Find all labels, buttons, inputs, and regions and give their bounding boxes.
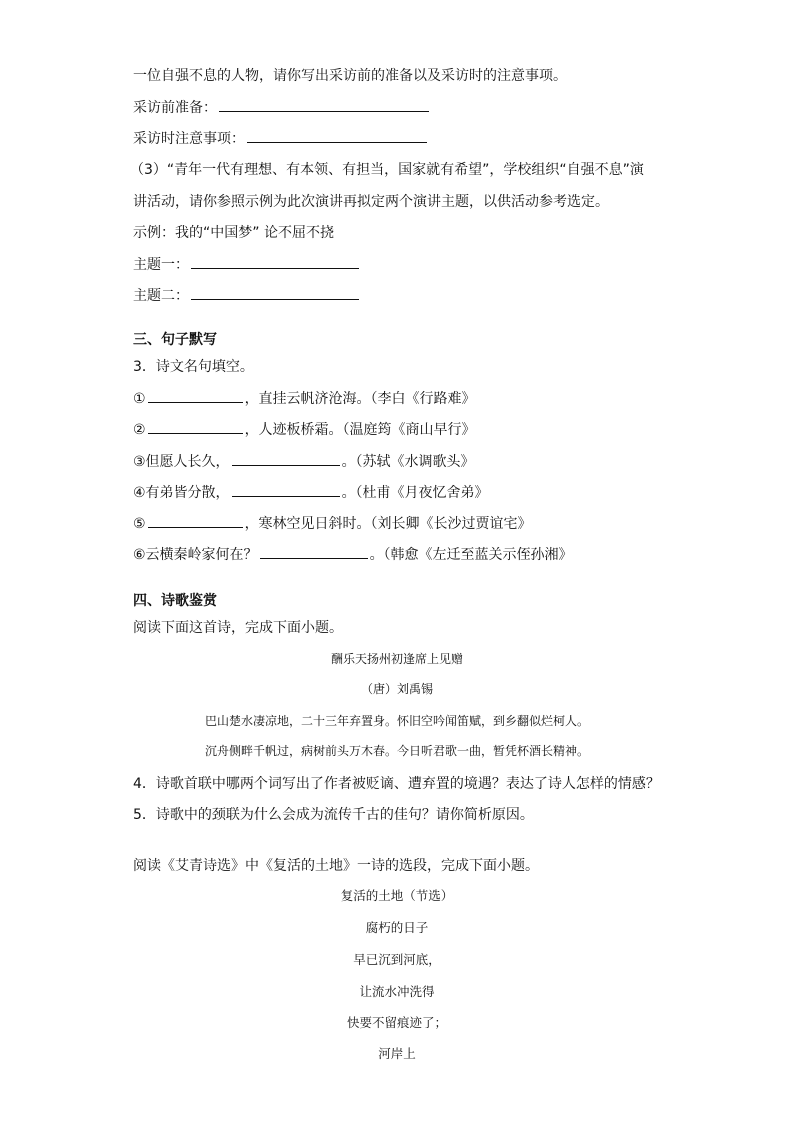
item-prefix: ⑥云横秦岭家何在？ (133, 547, 258, 563)
poem-excerpt-title: 复活的土地（节选） (340, 888, 454, 903)
theme2-row (133, 285, 361, 306)
recitation-item-3 (133, 451, 475, 472)
poem-excerpt-line: 腐朽的日子 (365, 920, 429, 935)
notes-answer-blank[interactable] (247, 128, 427, 143)
theme2-blank[interactable] (191, 285, 359, 300)
item-suffix: ，直挂云帆济沧海。（李白《行路难》 (244, 391, 476, 407)
poem-excerpt-line: 河岸上 (378, 1046, 416, 1061)
poem-author: （唐）刘禹锡 (360, 682, 433, 696)
theme1-label: 主题一： (133, 257, 189, 273)
item-prefix: ② (133, 422, 146, 438)
section-3-heading: 三、句子默写 (133, 332, 217, 348)
item-prefix: ③但愿人长久， (133, 454, 230, 470)
question-3-title: 3．诗文名句填空。 (133, 359, 254, 375)
recitation-item-2 (133, 419, 476, 440)
item-suffix: 。（苏轼《水调歌头》 (341, 454, 475, 470)
example-text: 示例：我的“中国梦” 论不屈不挠 (133, 225, 334, 241)
recitation-item-6 (133, 544, 573, 565)
recitation-item-5 (133, 513, 532, 534)
poem-title: 酬乐天扬州初逢席上见赠 (330, 652, 463, 666)
question-3-line2: 讲活动，请你参照示例为此次演讲再拟定两个演讲主题，以供活动参考选定。 (133, 194, 609, 210)
section-4-heading: 四、诗歌鉴赏 (133, 593, 217, 609)
item-prefix: ⑤ (133, 516, 146, 532)
prep-answer-row (133, 97, 431, 118)
item-suffix: ，人迹板桥霜。（温庭筠《商山早行》 (244, 422, 476, 438)
item-prefix: ④有弟皆分散， (133, 485, 230, 501)
recitation-blank[interactable] (148, 388, 243, 403)
notes-label: 采访时注意事项： (133, 131, 245, 147)
poem-excerpt-line: 早已沉到河底， (353, 952, 441, 967)
item-suffix: ，寒林空见日斜时。（刘长卿《长沙过贾谊宅》 (244, 516, 532, 532)
poem-line: 沉舟侧畔千帆过，病树前头万木春。今日听君歌一曲，暂凭杯酒长精神。 (204, 744, 589, 758)
prep-answer-blank[interactable] (219, 97, 429, 112)
theme1-blank[interactable] (191, 254, 359, 269)
recitation-item-1 (133, 388, 476, 409)
prep-label: 采访前准备： (133, 100, 217, 116)
item-suffix: 。（杜甫《月夜忆舍弟》 (341, 485, 489, 501)
recitation-blank[interactable] (148, 419, 243, 434)
theme2-label: 主题二： (133, 288, 189, 304)
recitation-blank[interactable] (232, 482, 340, 497)
poem-line: 巴山楚水凄凉地，二十三年弃置身。怀旧空吟闻笛赋，到乡翻似烂柯人。 (204, 714, 589, 728)
notes-answer-row (133, 128, 429, 149)
question-text: 一位自强不息的人物，请你写出采访前的准备以及采访时的注意事项。 (133, 68, 567, 84)
question-3-line1: （3）“青年一代有理想、有本领、有担当，国家就有希望”，学校组织“自强不息”演 (130, 162, 644, 178)
recitation-blank[interactable] (260, 544, 368, 559)
poem-excerpt-line: 快要不留痕迹了； (346, 1015, 447, 1030)
item-suffix: 。（韩愈《左迁至蓝关示侄孙湘》 (369, 547, 573, 563)
section-5-intro: 阅读《艾青诗选》中《复活的土地》一诗的选段，完成下面小题。 (133, 858, 539, 874)
question-4: 4．诗歌首联中哪两个词写出了作者被贬谪、遭弃置的境遇？表达了诗人怎样的情感？ (133, 776, 660, 792)
recitation-item-4 (133, 482, 489, 503)
recitation-blank[interactable] (148, 513, 243, 528)
item-prefix: ① (133, 391, 146, 407)
section-4-intro: 阅读下面这首诗，完成下面小题。 (133, 620, 343, 636)
question-5: 5．诗歌中的颈联为什么会成为流传千古的佳句？请你简析原因。 (133, 807, 534, 823)
recitation-blank[interactable] (232, 451, 340, 466)
poem-excerpt-line: 让流水冲洗得 (359, 984, 435, 999)
theme1-row (133, 254, 361, 275)
